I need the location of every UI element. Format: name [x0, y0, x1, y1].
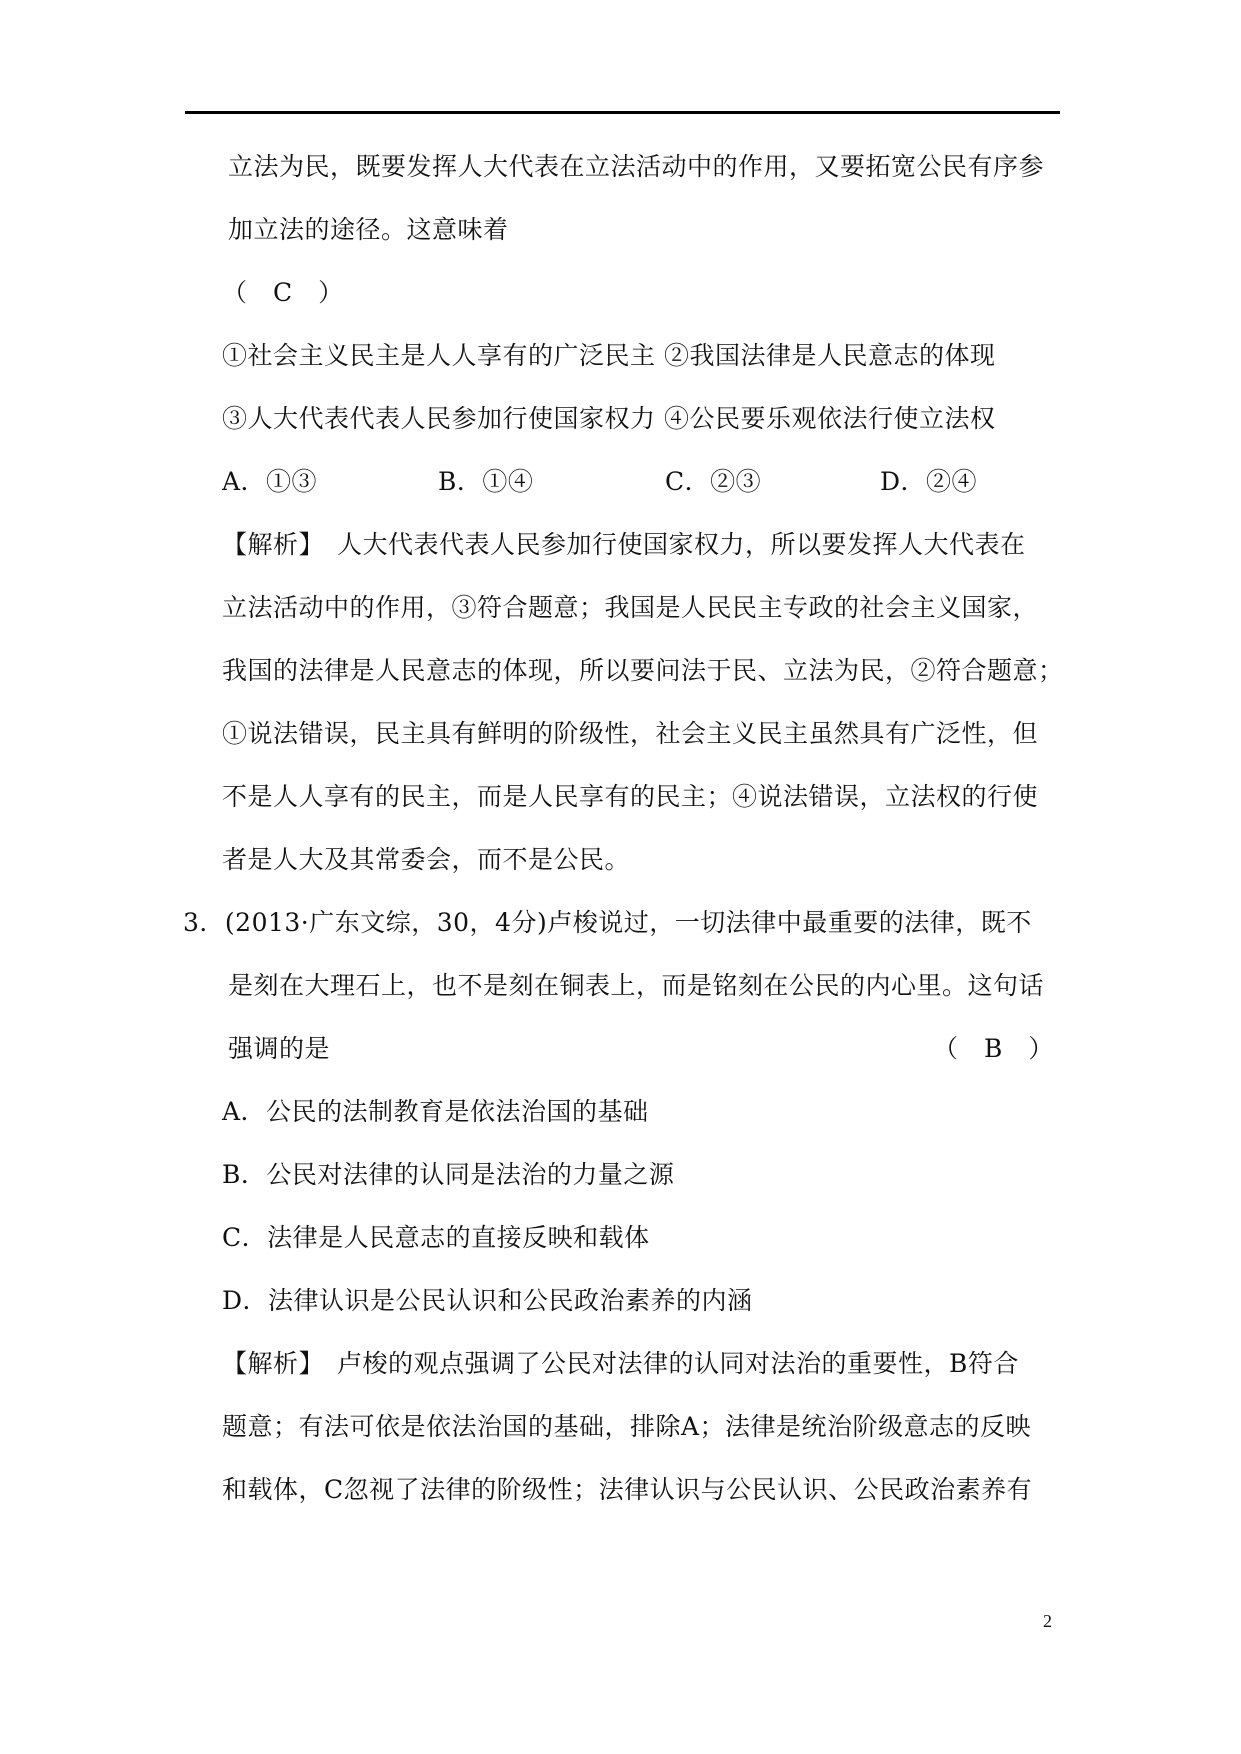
q2-option-c: C．②③: [665, 467, 762, 496]
q3-analysis-line-2: 题意；有法可依是依法治国的基础，排除A；法律是统治阶级意志的反映: [222, 1412, 1032, 1441]
q2-analysis-line-4: ①说法错误，民主具有鲜明的阶级性，社会主义民主虽然具有广泛性，但: [222, 719, 1039, 748]
q2-stem-line-2: 加立法的途径。这意味着: [228, 215, 509, 244]
page-number: 2: [1043, 1611, 1052, 1631]
q2-analysis-line-2: 立法活动中的作用，③符合题意；我国是人民民主专政的社会主义国家，: [222, 593, 1039, 622]
q2-analysis-line-5: 不是人人享有的民主，而是人民享有的民主；④说法错误，立法权的行使: [222, 782, 1039, 811]
q2-analysis-line-3: 我国的法律是人民意志的体现，所以要问法于民、立法为民，②符合题意；: [222, 656, 1064, 685]
q3-option-d: D．法律认识是公民认识和公民政治素养的内涵: [222, 1286, 753, 1315]
q3-answer: （ B ）: [933, 1034, 1054, 1063]
q3-stem-line-2: 是刻在大理石上，也不是刻在铜表上，而是铭刻在公民的内心里。这句话: [228, 971, 1045, 1000]
q2-statement-1: ①社会主义民主是人人享有的广泛民主 ②我国法律是人民意志的体现: [222, 341, 996, 370]
q3-option-a: A．公民的法制教育是依法治国的基础: [222, 1097, 649, 1126]
q3-analysis-line-3: 和载体，C忽视了法律的阶级性；法律认识与公民认识、公民政治素养有: [222, 1475, 1033, 1504]
q2-analysis-line-6: 者是人大及其常委会，而不是公民。: [222, 845, 631, 874]
q3-stem-line-1: 3．(2013·广东文综，30，4分)卢梭说过，一切法律中最重要的法律，既不: [183, 908, 1032, 937]
q2-option-a: A．①③: [222, 467, 318, 496]
q3-option-b: B．公民对法律的认同是法治的力量之源: [222, 1160, 675, 1189]
q3-analysis-line-1: 【解析】 卢梭的观点强调了公民对法律的认同对法治的重要性，B符合: [222, 1349, 1019, 1378]
q2-option-d: D．②④: [880, 467, 978, 496]
q3-option-c: C．法律是人民意志的直接反映和载体: [222, 1223, 650, 1252]
q2-option-b: B．①④: [438, 467, 534, 496]
q2-statement-2: ③人大代表代表人民参加行使国家权力 ④公民要乐观依法行使立法权: [222, 404, 996, 433]
q3-stem-line-3: 强调的是: [228, 1034, 331, 1063]
q2-analysis-line-1: 【解析】 人大代表代表人民参加行使国家权力，所以要发挥人大代表在: [222, 530, 1026, 559]
q2-answer: （ C ）: [222, 278, 344, 307]
q2-stem-line-1: 立法为民，既要发挥人大代表在立法活动中的作用，又要拓宽公民有序参: [228, 152, 1045, 181]
header-rule: [185, 111, 1060, 114]
